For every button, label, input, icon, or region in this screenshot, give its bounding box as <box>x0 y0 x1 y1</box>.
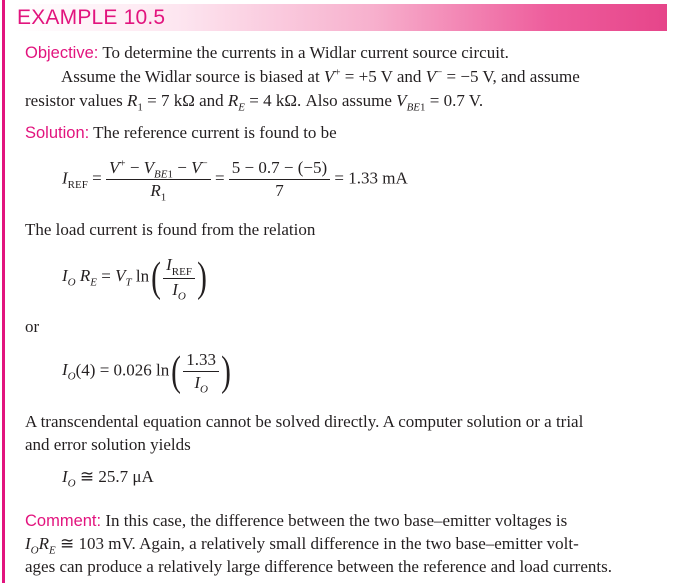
comment-line-2: $I_OR_E$ ≅ 103 mV. Again, a relatively small difference in the two base–emitter volt- <box>25 534 579 557</box>
fraction-numeric: $\frac{5 - 0.7 - (-5)}{7}$ <box>229 158 330 201</box>
equation-load-current-result: $I_O$ ≅ 25.7 μA <box>62 467 154 490</box>
objective-line-1 <box>25 42 670 64</box>
transcendental-line-1: A transcendental equation cannot be solved directly. A computer solution or a trial <box>25 412 584 431</box>
objective-text: To determine the currents in a Widlar current source circuit. <box>102 43 509 62</box>
load-current-intro: The load current is found from the relation <box>25 220 316 239</box>
objective-line-2: Assume the Widlar source is biased at V+ = +5 V and V− = −5 V, and assume <box>61 66 580 86</box>
fraction-symbolic: $\frac{V^+ - V_{BE1} - V^-}{R_1}$ <box>106 158 211 201</box>
comment-label: Comment: <box>25 512 102 530</box>
margin-rule <box>2 0 5 583</box>
equation-numeric-load: $I_O(4) = 0.026$ ln( $\frac{1.33}{I_O}$ ) <box>62 348 231 396</box>
example-header <box>13 4 667 31</box>
or-text: or <box>25 317 40 336</box>
equation-reference-current: $I_{REF}$ = $\frac{V^+ - V_{BE1} - V^-}{R_1}$ = $\frac{5 - 0.7 - (-5)}{7}$ = 1.33 mA <box>62 157 408 204</box>
solution-intro: The reference current is found to be <box>93 123 337 142</box>
comment-line-1 <box>25 510 670 532</box>
equation-load-relation: $I_O$ $R_E = V_T$ ln( $\frac{I_{REF}}{I_O}$ ) <box>62 254 207 303</box>
reference-current-result: = 1.33 mA <box>334 168 408 188</box>
transcendental-line-2: and error solution yields <box>25 435 191 454</box>
objective-label: Objective: <box>25 44 99 62</box>
example-title: EXAMPLE 10.5 <box>17 6 166 29</box>
comment-line-3: ages can produce a relatively large difference between the reference and load currents. <box>25 557 612 576</box>
solution-label: Solution: <box>25 124 90 142</box>
objective-line-3: resistor values $R_1 = 7$ kΩ and $R_E = 4$ kΩ. Also assume $V_{BE1} = 0.7$ V. <box>25 91 484 114</box>
comment-text: In this case, the difference between the two base–emitter voltages is <box>105 511 568 530</box>
solution-line <box>25 122 670 144</box>
